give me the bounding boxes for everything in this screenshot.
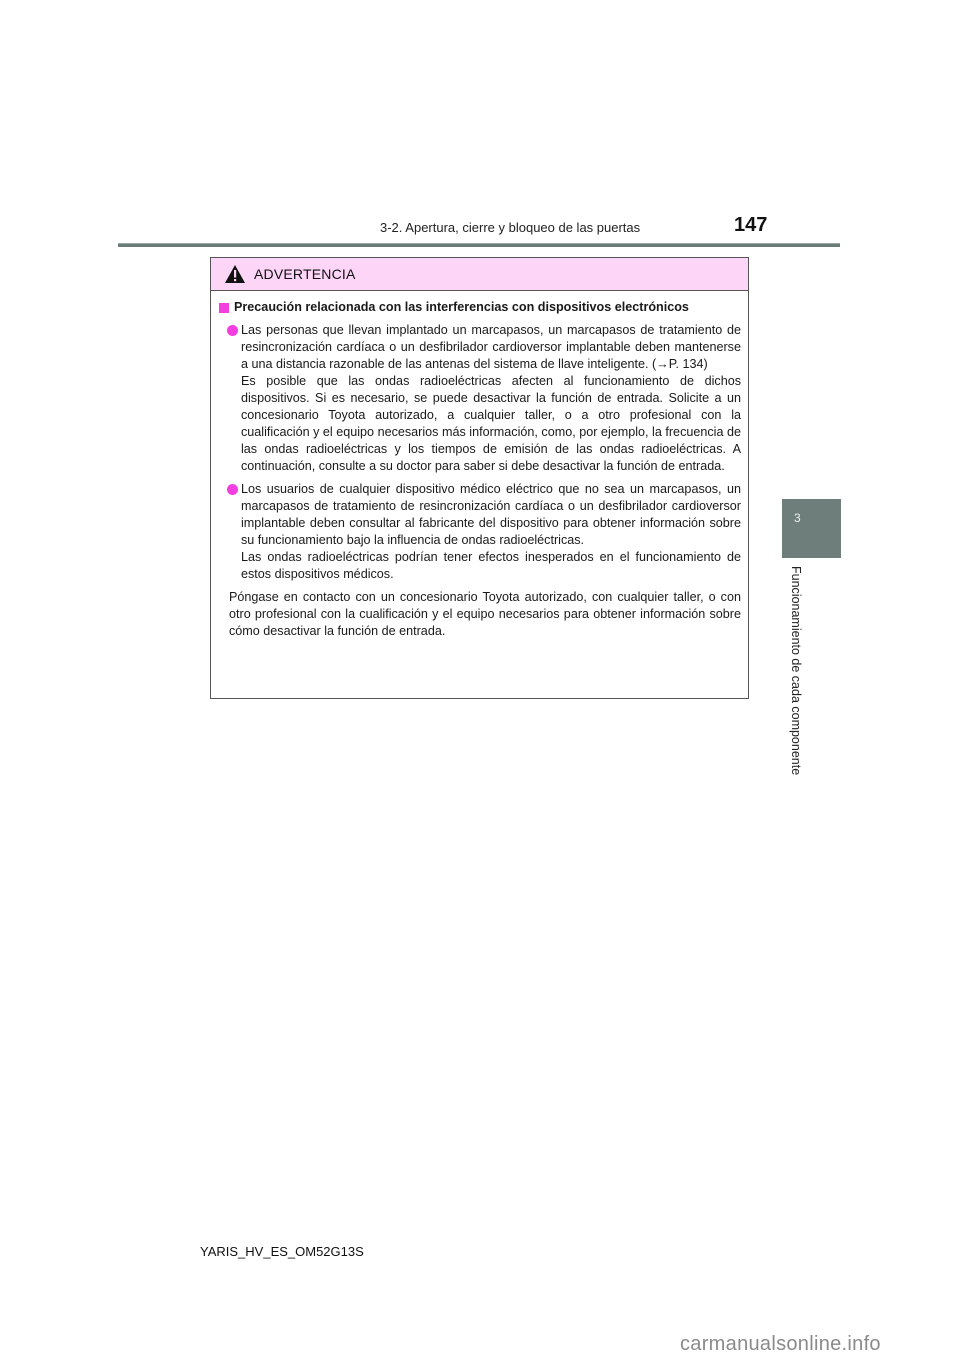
circle-bullet-icon xyxy=(227,325,238,336)
paragraph: Las personas que llevan implantado un marcapasos, un marcapasos de tratamiento de resincronización cardíaca o un desfibrilador cardioversor implantable deben mantenerse a una distancia razonable de las antenas del sistema de llave inteligente. (→P. 134) xyxy=(241,323,741,371)
section-heading-text: Precaución relacionada con las interferencias con dispositivos electrónicos xyxy=(234,300,689,314)
chapter-label: Funcionamiento de cada componente xyxy=(789,566,803,776)
header-divider xyxy=(118,243,840,247)
square-bullet-icon xyxy=(219,303,229,313)
page-number: 147 xyxy=(734,214,768,236)
watermark: carmanualsonline.info xyxy=(680,1333,881,1355)
chapter-number: 3 xyxy=(794,511,801,525)
chapter-tab[interactable] xyxy=(782,499,841,558)
document-code: YARIS_HV_ES_OM52G13S xyxy=(200,1244,364,1259)
warning-triangle-icon xyxy=(224,264,246,284)
list-item xyxy=(219,481,741,583)
section-heading xyxy=(219,299,741,316)
closing-paragraph: Póngase en contacto con un concesionario Toyota autorizado, con cualquier taller, o con otro profesional con la cualificación y el equipo necesarios para obtener información sobre cómo desactivar la función de entrada. xyxy=(229,590,741,638)
list-item xyxy=(219,322,741,475)
warning-box xyxy=(210,257,749,699)
paragraph: Es posible que las ondas radioeléctricas afecten al funcionamiento de dichos dispositivos. Si es necesario, se puede desactivar la función de entrada. Solicite a un concesionario Toyota autorizado, a cualquier taller, o a otro profesional con la cualificación y el equipo necesarios más información, como, por ejemplo, la frecuencia de las ondas radioeléctricas y los tiempos de emisión de las ondas radioeléctricas. A continuación, consulte a su doctor para saber si debe desactivar la función de entrada. xyxy=(241,374,741,473)
warning-header xyxy=(211,258,748,291)
warning-title: ADVERTENCIA xyxy=(254,266,356,282)
section-title: 3-2. Apertura, cierre y bloqueo de las puertas xyxy=(380,220,641,235)
circle-bullet-icon xyxy=(227,484,238,495)
paragraph: Las ondas radioeléctricas podrían tener efectos inesperados en el funcionamiento de estos dispositivos médicos. xyxy=(241,550,741,581)
paragraph: Los usuarios de cualquier dispositivo médico eléctrico que no sea un marcapasos, un marcapasos de tratamiento de resincronización cardíaca o un desfibrilador cardioversor implantable deben consultar al fabricante del dispositivo para obtener información sobre su funcionamiento bajo la influencia de ondas radioeléctricas. xyxy=(241,482,741,547)
warning-body xyxy=(211,291,748,640)
